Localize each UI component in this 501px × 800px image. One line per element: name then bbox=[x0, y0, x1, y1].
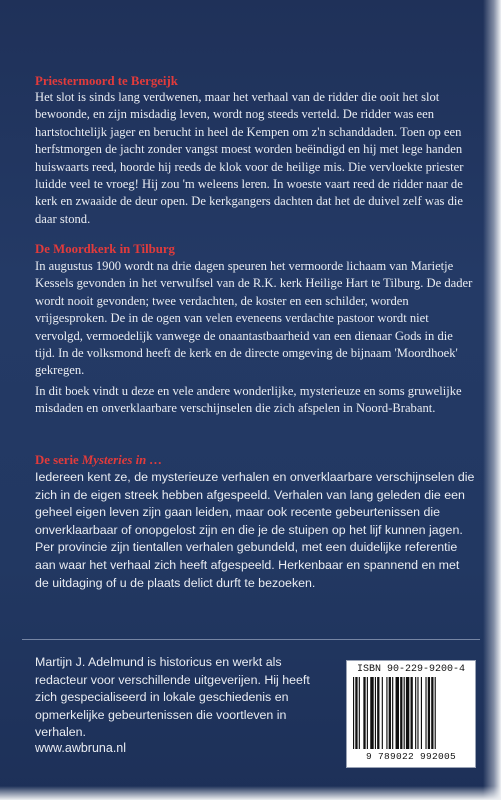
section-title-moordkerk: De Moordkerk in Tilburg bbox=[35, 242, 175, 256]
series-title bbox=[35, 453, 162, 468]
barcode-bars bbox=[353, 677, 469, 749]
page-edge-right bbox=[483, 0, 501, 800]
series-title-italic: Mysteries in … bbox=[81, 453, 163, 467]
section-body-moordkerk: In augustus 1900 wordt na drie dagen speuren het vermoorde lichaam van Marietje Kessels gevonden in het verwulfsel van de R.K. kerk Heilige Hart te Tilburg. De dader wordt nooit gevonden; twee verdachten, de koster en een schilder, worden vrijgesproken. De in de ogen van velen eveneens verdachte pastoor wordt niet vervolgd, vermoedelijk vanwege de onaantastbaarheid van een dienaar Gods in die tijd. In de volksmond heeft de kerk en de directe omgeving de bijnaam 'Moordhoek' gekregen. bbox=[35, 259, 473, 378]
section-title-priestermoord: Priestermoord te Bergeijk bbox=[35, 74, 178, 88]
series-description: Iedereen kent ze, de mysterieuze verhalen en onverklaarbare verschijnselen die zich in de eigen streek hebben afgespeeld. Verhalen van lang geleden die een geheel eigen leven zijn gaan leiden, maar ook recente gebeurtenissen die onverklaarbaar of onopgelost zijn en die je de stuipen op het lijf kunnen jagen. Per provincie zijn tientallen verhalen gebundeld, met een duidelijke referentie aan waar het verhaal zich heeft afgespeeld. Herkenbaar en spannend en met de uitdaging of u de plaats delict durft te bezoeken. bbox=[35, 470, 475, 590]
publisher-url: www.awbruna.nl bbox=[35, 741, 127, 755]
isbn-barcode bbox=[346, 660, 476, 768]
page-edge-bottom bbox=[0, 786, 501, 800]
barcode-digits: 9 789022 992005 bbox=[365, 751, 456, 762]
series-title-prefix: De serie bbox=[35, 453, 82, 467]
book-intro: In dit boek vindt u deze en vele andere wonderlijke, mysterieuze en soms gruwelijke misdaden en onverklaarbare verschijnselen die zich afspelen in Noord-Brabant. bbox=[35, 384, 462, 416]
section-body-priestermoord: Het slot is sinds lang verdwenen, maar het verhaal van de ridder die ooit het slot bewoonde, en zijn misdadig leven, wordt nog steeds verteld. De ridder was een hartstochtelijk jager en berucht in heel de Kempen om z'n schanddaden. Toen op een herfstmorgen de jacht zonder vangst moest worden beëindigd en hij met lege handen huiswaarts reed, hoorde hij reeds de klok voor de heilige mis. Die vervloekte priester luidde veel te vroeg! Hij zou 'm weleens leren. In woeste vaart reed de ridder naar de kerk en zwaaide de deur open. De kerkgangers dachten dat het de duivel zelf was die daar stond. bbox=[35, 90, 464, 226]
isbn-number: ISBN 90-229-9200-4 bbox=[356, 664, 466, 675]
divider-line bbox=[22, 639, 480, 640]
author-bio: Martijn J. Adelmund is historicus en werkt als redacteur voor verschillende uitgeverijen. Hij heeft zich gespecialiseerd in lokale geschiedenis en opmerkelijke gebeurtenissen die voortleven in verhalen. bbox=[35, 655, 310, 740]
